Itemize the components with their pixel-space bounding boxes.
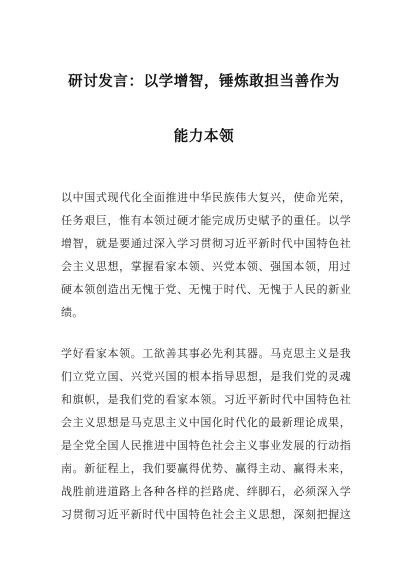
document-title-line-2: 能力本领: [173, 129, 235, 145]
paragraph-line: 们立党立国、兴党兴国的根本指导思想，是我们党的灵魂: [61, 370, 351, 383]
body-paragraph-2: [61, 342, 351, 526]
paragraph-line: 习贯彻习近平新时代中国特色社会主义思想，深刻把握这: [61, 508, 351, 521]
paragraph-line: 是全党全国人民推进中国特色社会主义事业发展的行动指: [61, 439, 351, 452]
document-title-line-1: 研讨发言：以学增智，锤炼敢担当善作为: [68, 74, 340, 90]
paragraph-line: 会主义思想，掌握看家本领、兴党本领、强国本领，用过: [61, 260, 351, 273]
paragraph-line: 战胜前进道路上各种各样的拦路虎、绊脚石，必须深入学: [61, 485, 351, 498]
paragraph-line: 以中国式现代化全面推进中华民族伟大复兴，使命光荣，: [61, 191, 351, 204]
paragraph-line: 硬本领创造出无愧于党、无愧于时代、无愧于人民的新业: [61, 283, 351, 296]
paragraph-line: 增智，就是要通过深入学习贯彻习近平新时代中国特色社: [61, 237, 351, 250]
body-paragraph-1: [61, 186, 351, 324]
paragraph-line: 南。新征程上，我们要赢得优势、赢得主动、赢得未来，: [61, 462, 351, 475]
paragraph-line: 绩。: [61, 306, 84, 319]
paragraph-line: 学好看家本领。工欲善其事必先利其器。马克思主义是我: [61, 347, 351, 360]
paragraph-line: 和旗帜，是我们党的看家本领。习近平新时代中国特色社: [61, 393, 351, 406]
paragraph-line: 会主义思想是马克思主义中国化时代化的最新理论成果，: [61, 416, 351, 429]
paragraph-line: 任务艰巨，惟有本领过硬才能完成历史赋予的重任。以学: [61, 214, 351, 227]
